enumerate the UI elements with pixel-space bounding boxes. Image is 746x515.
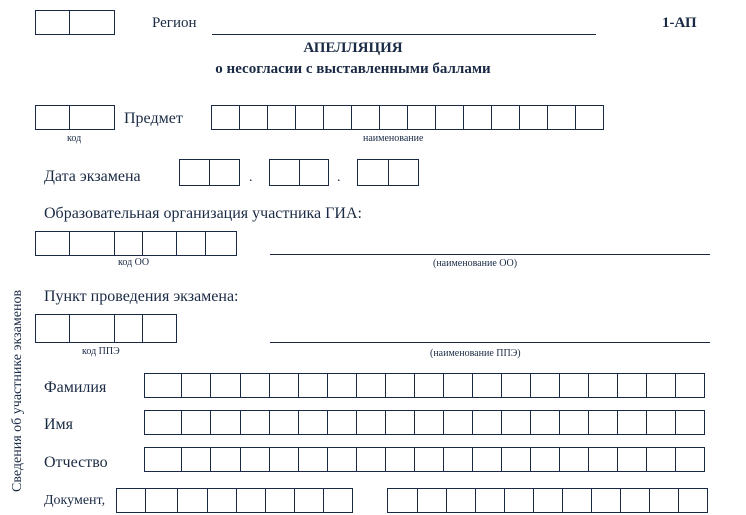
input-cell[interactable]	[327, 410, 357, 435]
document-series-field[interactable]	[116, 488, 353, 513]
input-cell[interactable]	[265, 488, 295, 513]
input-cell[interactable]	[472, 410, 502, 435]
input-cell[interactable]	[181, 410, 211, 435]
input-cell[interactable]	[385, 373, 415, 398]
input-cell[interactable]	[69, 231, 115, 256]
organization-name-caption: (наименование ОО)	[433, 258, 518, 269]
input-cell[interactable]	[298, 447, 328, 472]
input-cell[interactable]	[559, 447, 589, 472]
subject-label: Предмет	[124, 110, 183, 127]
organization-code-caption: код ОО	[118, 257, 150, 268]
subject-code-caption: код	[67, 133, 82, 144]
input-cell[interactable]	[519, 105, 548, 130]
input-cell[interactable]	[299, 159, 329, 186]
input-cell[interactable]	[240, 447, 270, 472]
exam-point-code-caption: код ППЭ	[82, 346, 120, 357]
organization-label: Образовательная организация участника ГИА:	[44, 205, 362, 222]
region-code-cell[interactable]	[69, 10, 115, 35]
input-cell[interactable]	[617, 447, 647, 472]
input-cell[interactable]	[298, 410, 328, 435]
input-cell[interactable]	[617, 373, 647, 398]
input-cell[interactable]	[327, 373, 357, 398]
input-cell[interactable]	[269, 447, 299, 472]
input-cell[interactable]	[176, 231, 206, 256]
input-cell[interactable]	[446, 488, 476, 513]
subject-name-field[interactable]	[211, 105, 604, 130]
input-cell[interactable]	[588, 373, 618, 398]
input-cell[interactable]	[547, 105, 576, 130]
input-cell[interactable]	[295, 105, 324, 130]
subject-name-caption: наименование	[363, 133, 424, 144]
input-cell[interactable]	[294, 488, 324, 513]
input-cell[interactable]	[443, 447, 473, 472]
input-cell[interactable]	[387, 488, 418, 513]
input-cell[interactable]	[588, 410, 618, 435]
input-cell[interactable]	[35, 314, 70, 343]
exam-day-field[interactable]	[179, 159, 240, 186]
page-title: АПЕЛЛЯЦИЯ	[303, 40, 403, 56]
subject-code-cell[interactable]	[35, 105, 70, 130]
exam-point-label: Пункт проведения экзамена:	[44, 288, 239, 305]
input-cell[interactable]	[414, 373, 444, 398]
input-cell[interactable]	[443, 373, 473, 398]
input-cell[interactable]	[356, 447, 386, 472]
input-cell[interactable]	[69, 314, 115, 343]
input-cell[interactable]	[407, 105, 436, 130]
subject-code-field[interactable]	[35, 105, 115, 130]
input-cell[interactable]	[385, 447, 415, 472]
subject-code-cell[interactable]	[69, 105, 115, 130]
date-separator: .	[337, 170, 341, 185]
input-cell[interactable]	[617, 410, 647, 435]
input-cell[interactable]	[414, 410, 444, 435]
input-cell[interactable]	[177, 488, 208, 513]
input-cell[interactable]	[620, 488, 650, 513]
input-cell[interactable]	[591, 488, 621, 513]
input-cell[interactable]	[559, 373, 589, 398]
form-code: 1-АП	[662, 15, 697, 31]
date-separator: .	[249, 170, 253, 185]
input-cell[interactable]	[236, 488, 266, 513]
exam-year-field[interactable]	[357, 159, 419, 186]
organization-code-field[interactable]	[35, 231, 237, 256]
input-cell[interactable]	[385, 410, 415, 435]
input-cell[interactable]	[269, 410, 299, 435]
input-cell[interactable]	[357, 159, 389, 186]
input-cell[interactable]	[646, 373, 676, 398]
input-cell[interactable]	[114, 314, 143, 343]
input-cell[interactable]	[562, 488, 592, 513]
input-cell[interactable]	[501, 410, 531, 435]
input-cell[interactable]	[501, 447, 531, 472]
input-cell[interactable]	[559, 410, 589, 435]
input-cell[interactable]	[210, 410, 241, 435]
input-cell[interactable]	[530, 447, 560, 472]
input-cell[interactable]	[379, 105, 408, 130]
patronymic-label: Отчество	[44, 454, 108, 471]
input-cell[interactable]	[678, 488, 708, 513]
input-cell[interactable]	[269, 373, 299, 398]
input-cell[interactable]	[646, 447, 676, 472]
input-cell[interactable]	[533, 488, 563, 513]
exam-point-name-line[interactable]	[270, 342, 710, 343]
input-cell[interactable]	[575, 105, 604, 130]
input-cell[interactable]	[240, 373, 270, 398]
exam-month-field[interactable]	[269, 159, 329, 186]
input-cell[interactable]	[114, 231, 143, 256]
page-subtitle: о несогласии с выставленными баллами	[215, 61, 491, 77]
input-cell[interactable]	[144, 410, 182, 435]
input-cell[interactable]	[116, 488, 146, 513]
input-cell[interactable]	[144, 447, 182, 472]
input-cell[interactable]	[210, 447, 241, 472]
input-cell[interactable]	[240, 410, 270, 435]
input-cell[interactable]	[211, 105, 240, 130]
input-cell[interactable]	[145, 488, 178, 513]
input-cell[interactable]	[388, 159, 419, 186]
exam-date-label: Дата экзамена	[44, 168, 141, 185]
surname-label: Фамилия	[44, 379, 107, 396]
input-cell[interactable]	[267, 105, 296, 130]
input-cell[interactable]	[327, 447, 357, 472]
region-label: Регион	[152, 15, 197, 31]
region-name-line[interactable]	[212, 34, 596, 35]
input-cell[interactable]	[463, 105, 492, 130]
input-cell[interactable]	[491, 105, 520, 130]
input-cell[interactable]	[646, 410, 676, 435]
input-cell[interactable]	[443, 410, 473, 435]
input-cell[interactable]	[181, 447, 211, 472]
input-cell[interactable]	[351, 105, 380, 130]
name-label: Имя	[44, 416, 74, 433]
organization-name-line[interactable]	[270, 254, 710, 255]
surname-field[interactable]	[144, 373, 705, 398]
document-number-field[interactable]	[387, 488, 708, 513]
document-label: Документ,	[44, 493, 106, 508]
input-cell[interactable]	[181, 373, 211, 398]
input-cell[interactable]	[356, 373, 386, 398]
input-cell[interactable]	[210, 373, 241, 398]
exam-point-name-caption: (наименование ППЭ)	[430, 348, 521, 359]
input-cell[interactable]	[675, 447, 705, 472]
input-cell[interactable]	[142, 231, 177, 256]
input-cell[interactable]	[501, 373, 531, 398]
input-cell[interactable]	[504, 488, 534, 513]
input-cell[interactable]	[435, 105, 464, 130]
input-cell[interactable]	[588, 447, 618, 472]
input-cell[interactable]	[530, 373, 560, 398]
input-cell[interactable]	[530, 410, 560, 435]
input-cell[interactable]	[323, 488, 353, 513]
input-cell[interactable]	[475, 488, 505, 513]
input-cell[interactable]	[239, 105, 268, 130]
input-cell[interactable]	[414, 447, 444, 472]
input-cell[interactable]	[417, 488, 447, 513]
input-cell[interactable]	[472, 447, 502, 472]
input-cell[interactable]	[323, 105, 352, 130]
input-cell[interactable]	[472, 373, 502, 398]
name-field[interactable]	[144, 410, 705, 435]
input-cell[interactable]	[675, 410, 705, 435]
input-cell[interactable]	[179, 159, 210, 186]
input-cell[interactable]	[649, 488, 679, 513]
input-cell[interactable]	[298, 373, 328, 398]
input-cell[interactable]	[269, 159, 300, 186]
region-code-cell[interactable]	[35, 10, 70, 35]
input-cell[interactable]	[142, 314, 177, 343]
participant-section-label: Сведения об участнике экзаменов	[10, 289, 25, 492]
input-cell[interactable]	[675, 373, 705, 398]
input-cell[interactable]	[207, 488, 237, 513]
input-cell[interactable]	[144, 373, 182, 398]
input-cell[interactable]	[205, 231, 237, 256]
input-cell[interactable]	[209, 159, 240, 186]
input-cell[interactable]	[35, 231, 70, 256]
patronymic-field[interactable]	[144, 447, 705, 472]
input-cell[interactable]	[356, 410, 386, 435]
exam-point-code-field[interactable]	[35, 314, 177, 343]
region-code-field[interactable]	[35, 10, 115, 35]
